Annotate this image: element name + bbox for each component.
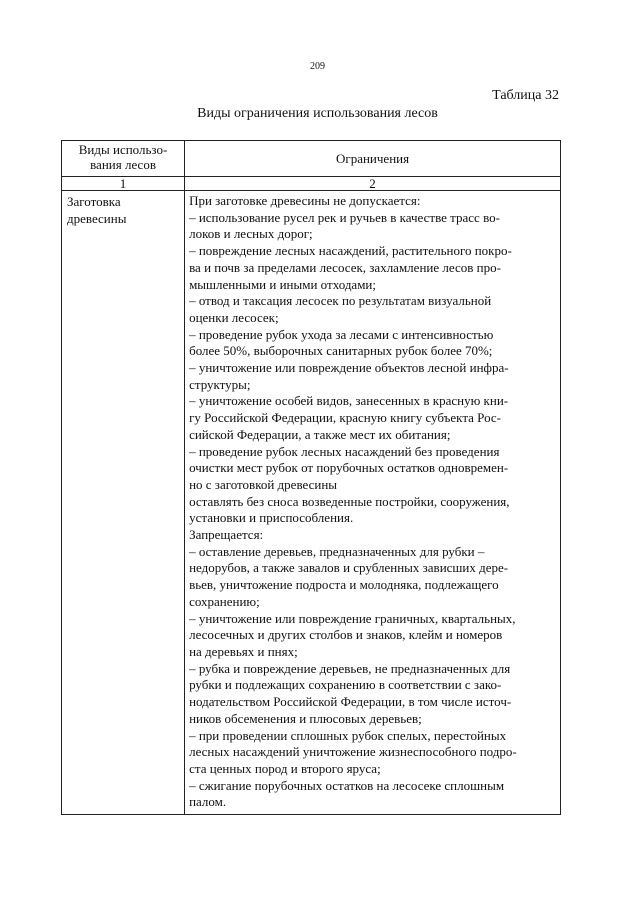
restriction-line: установки и приспособления. bbox=[189, 510, 354, 526]
header-restrictions-cell: Ограничения bbox=[185, 141, 561, 177]
restrictions-table bbox=[61, 140, 561, 815]
restriction-line: Запрещается: bbox=[189, 527, 264, 543]
restriction-line: мышленными и иными отходами; bbox=[189, 276, 376, 292]
restriction-line: – повреждение лесных насаждений, растительного покро- bbox=[189, 243, 512, 259]
restriction-line: лесных насаждений уничтожение жизнеспособного подро- bbox=[189, 744, 517, 760]
column-number-2: 2 bbox=[185, 177, 561, 191]
restriction-line: – уничтожение или повреждение граничных, квартальных, bbox=[189, 610, 516, 626]
restriction-line: структуры; bbox=[189, 376, 251, 392]
restrictions-cell bbox=[185, 191, 561, 815]
header-row bbox=[62, 141, 561, 177]
restriction-line: ников обсеменения и плюсовых деревьев; bbox=[189, 710, 422, 726]
kind-cell bbox=[62, 191, 185, 815]
restriction-line: При заготовке древесины не допускается: bbox=[189, 193, 421, 208]
restriction-line: рубки и подлежащих сохранению в соответствии с зако- bbox=[189, 677, 502, 693]
restriction-line: оставлять без сноса возведенные постройки, сооружения, bbox=[189, 493, 510, 509]
header-kind-line: Виды использо- bbox=[78, 142, 168, 157]
restriction-line: гу Российской Федерации, красную книгу субъекта Рос- bbox=[189, 410, 502, 426]
restriction-line: ста ценных пород и второго яруса; bbox=[189, 760, 381, 776]
document-title: Виды ограничения использования лесов bbox=[197, 106, 438, 121]
restriction-line: – проведение рубок ухода за лесами с интенсивностью bbox=[189, 326, 494, 342]
restriction-line: недорубов, а также завалов и срубленных зависших дере- bbox=[189, 560, 509, 576]
header-kind-line: вания лесов bbox=[90, 157, 156, 172]
restriction-line: локов и лесных дорог; bbox=[189, 226, 313, 242]
restriction-line: сохранению; bbox=[189, 593, 260, 609]
restriction-line: сийской Федерации, а также мест их обитания; bbox=[189, 426, 451, 442]
column-number-1: 1 bbox=[62, 177, 185, 191]
restriction-line: лесосечных и других столбов и знаков, клейм и номеров bbox=[189, 627, 503, 643]
restriction-line: нодательством Российской Федерации, в том числе источ- bbox=[189, 694, 512, 710]
restriction-line: – проведение рубок лесных насаждений без проведения bbox=[189, 443, 500, 459]
restriction-line: – оставление деревьев, предназначенных для рубки – bbox=[189, 543, 485, 559]
kind-line: древесины bbox=[67, 210, 127, 226]
restriction-line: вьев, уничтожение подроста и молодняка, подлежащего bbox=[189, 577, 499, 593]
restriction-line: палом. bbox=[189, 794, 227, 810]
restriction-line: но с заготовкой древесины bbox=[189, 476, 338, 492]
header-kind-cell bbox=[62, 141, 185, 177]
restriction-line: более 50%, выборочных санитарных рубок более 70%; bbox=[189, 343, 493, 359]
restriction-line: – уничтожение или повреждение объектов лесной инфра- bbox=[189, 360, 509, 376]
restriction-line: – использование русел рек и ручьев в качестве трасс во- bbox=[189, 209, 500, 225]
kind-line: Заготовка bbox=[67, 194, 121, 209]
restriction-line: ва и почв за пределами лесосек, захламление лесов про- bbox=[189, 259, 501, 275]
restriction-line: на деревьях и пнях; bbox=[189, 643, 298, 659]
restriction-line: – сжигание порубочных остатков на лесосеке сплошным bbox=[189, 777, 505, 793]
restriction-line: – отвод и таксация лесосек по результатам визуальной bbox=[189, 293, 492, 309]
table-label: Таблица 32 bbox=[492, 88, 559, 103]
restriction-line: оценки лесосек; bbox=[189, 309, 279, 325]
restriction-line: – уничтожение особей видов, занесенных в красную кни- bbox=[189, 393, 509, 409]
page-number: 209 bbox=[310, 61, 325, 72]
restriction-line: – рубка и повреждение деревьев, не предназначенных для bbox=[189, 660, 511, 676]
column-number-row bbox=[62, 177, 561, 191]
table-row bbox=[62, 191, 561, 815]
restriction-line: – при проведении сплошных рубок спелых, перестойных bbox=[189, 727, 507, 743]
restriction-line: очистки мест рубок от порубочных остатков одновремен- bbox=[189, 460, 509, 476]
